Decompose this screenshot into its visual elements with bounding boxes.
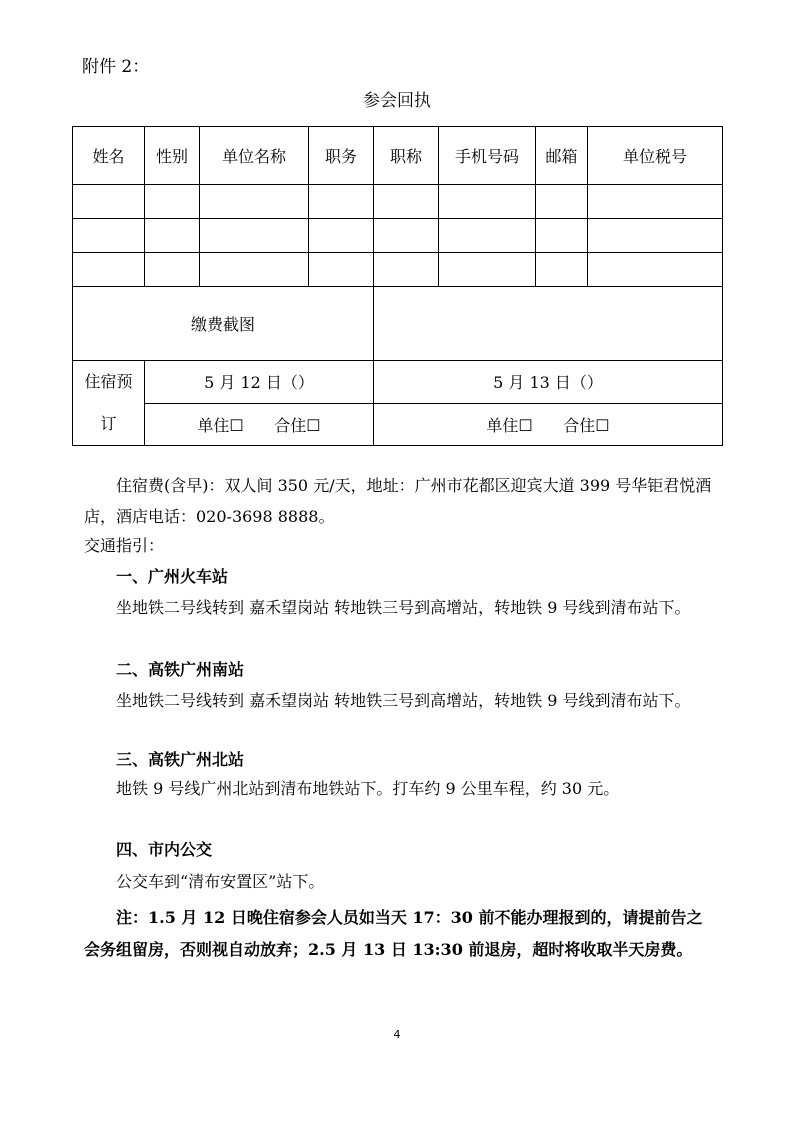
table-row (73, 253, 723, 287)
header-cell: 职务 (309, 127, 374, 185)
section-title: 三、高铁广州北站 (116, 750, 245, 769)
shared-room-checkbox[interactable]: 合住☐ (274, 415, 321, 435)
stay-options-may13 (374, 403, 723, 446)
single-room-checkbox[interactable]: 单住☐ (197, 415, 244, 435)
section-text: 坐地铁二号线转到 嘉禾望岗站 转地铁三号到高增站，转地铁 9 号线到清布站下。 (116, 598, 691, 617)
section-title: 二、高铁广州南站 (116, 660, 245, 679)
table-cell[interactable] (439, 219, 536, 253)
table-cell[interactable] (439, 253, 536, 287)
single-room-checkbox[interactable]: 单住☐ (486, 415, 533, 435)
header-cell: 职称 (374, 127, 439, 185)
header-cell: 邮箱 (536, 127, 588, 185)
table-cell[interactable] (588, 253, 723, 287)
table-cell[interactable] (145, 253, 200, 287)
payment-row (73, 287, 723, 361)
table-cell[interactable] (309, 253, 374, 287)
stay-options-row (73, 403, 723, 446)
header-cell: 手机号码 (439, 127, 536, 185)
note-paragraph: 注：1.5 月 12 日晚住宿参会人员如当天 17：30 前不能办理报到的，请提前告之会务组留房，否则视自动放弃；2.5 月 13 日 13:30 前退房，超时将收取半天房费。 (84, 908, 703, 959)
stay-label-line2: 订 (100, 414, 117, 433)
table-cell[interactable] (536, 219, 588, 253)
table-cell[interactable] (374, 219, 439, 253)
payment-screenshot-cell[interactable] (374, 287, 723, 361)
table-cell[interactable] (200, 219, 309, 253)
table-row (73, 219, 723, 253)
payment-label: 缴费截图 (73, 287, 374, 361)
page-number: 4 (393, 1028, 401, 1041)
registration-table (72, 126, 723, 446)
traffic-heading: 交通指引： (84, 536, 165, 555)
stay-dates-row (73, 361, 723, 404)
stay-label (73, 361, 145, 446)
section-title: 四、市内公交 (116, 840, 213, 859)
section-text: 地铁 9 号线广州北站到清布地铁站下。打车约 9 公里车程，约 30 元。 (116, 779, 620, 798)
table-cell[interactable] (200, 185, 309, 219)
stay-date-may13: 5 月 13 日（） (374, 361, 723, 404)
table-cell[interactable] (536, 253, 588, 287)
shared-room-checkbox[interactable]: 合住☐ (563, 415, 610, 435)
header-cell: 单位税号 (588, 127, 723, 185)
header-cell: 单位名称 (200, 127, 309, 185)
table-cell[interactable] (145, 219, 200, 253)
lodging-info: 住宿费(含早)：双人间 350 元/天，地址：广州市花都区迎宾大道 399 号华钜君悦酒店，酒店电话：020-3698 8888。 (84, 476, 712, 526)
section-text: 坐地铁二号线转到 嘉禾望岗站 转地铁三号到高增站，转地铁 9 号线到清布站下。 (116, 691, 691, 710)
header-cell: 性别 (145, 127, 200, 185)
stay-options-may12 (145, 403, 374, 446)
table-cell[interactable] (439, 185, 536, 219)
table-cell[interactable] (145, 185, 200, 219)
section-text: 公交车到“清布安置区”站下。 (116, 872, 325, 891)
table-cell[interactable] (588, 185, 723, 219)
page-title: 参会回执 (363, 91, 431, 111)
table-cell[interactable] (309, 219, 374, 253)
section-title: 一、广州火车站 (116, 567, 229, 586)
table-header-row (73, 127, 723, 185)
table-cell[interactable] (73, 219, 145, 253)
stay-date-may12: 5 月 12 日（） (145, 361, 374, 404)
table-cell[interactable] (73, 253, 145, 287)
attachment-label: 附件 2： (82, 57, 150, 77)
table-cell[interactable] (588, 219, 723, 253)
table-cell[interactable] (374, 253, 439, 287)
table-cell[interactable] (374, 185, 439, 219)
table-cell[interactable] (200, 253, 309, 287)
table-row (73, 185, 723, 219)
stay-label-line1: 住宿预 (84, 372, 133, 391)
table-cell[interactable] (73, 185, 145, 219)
header-cell: 姓名 (73, 127, 145, 185)
table-cell[interactable] (536, 185, 588, 219)
table-cell[interactable] (309, 185, 374, 219)
